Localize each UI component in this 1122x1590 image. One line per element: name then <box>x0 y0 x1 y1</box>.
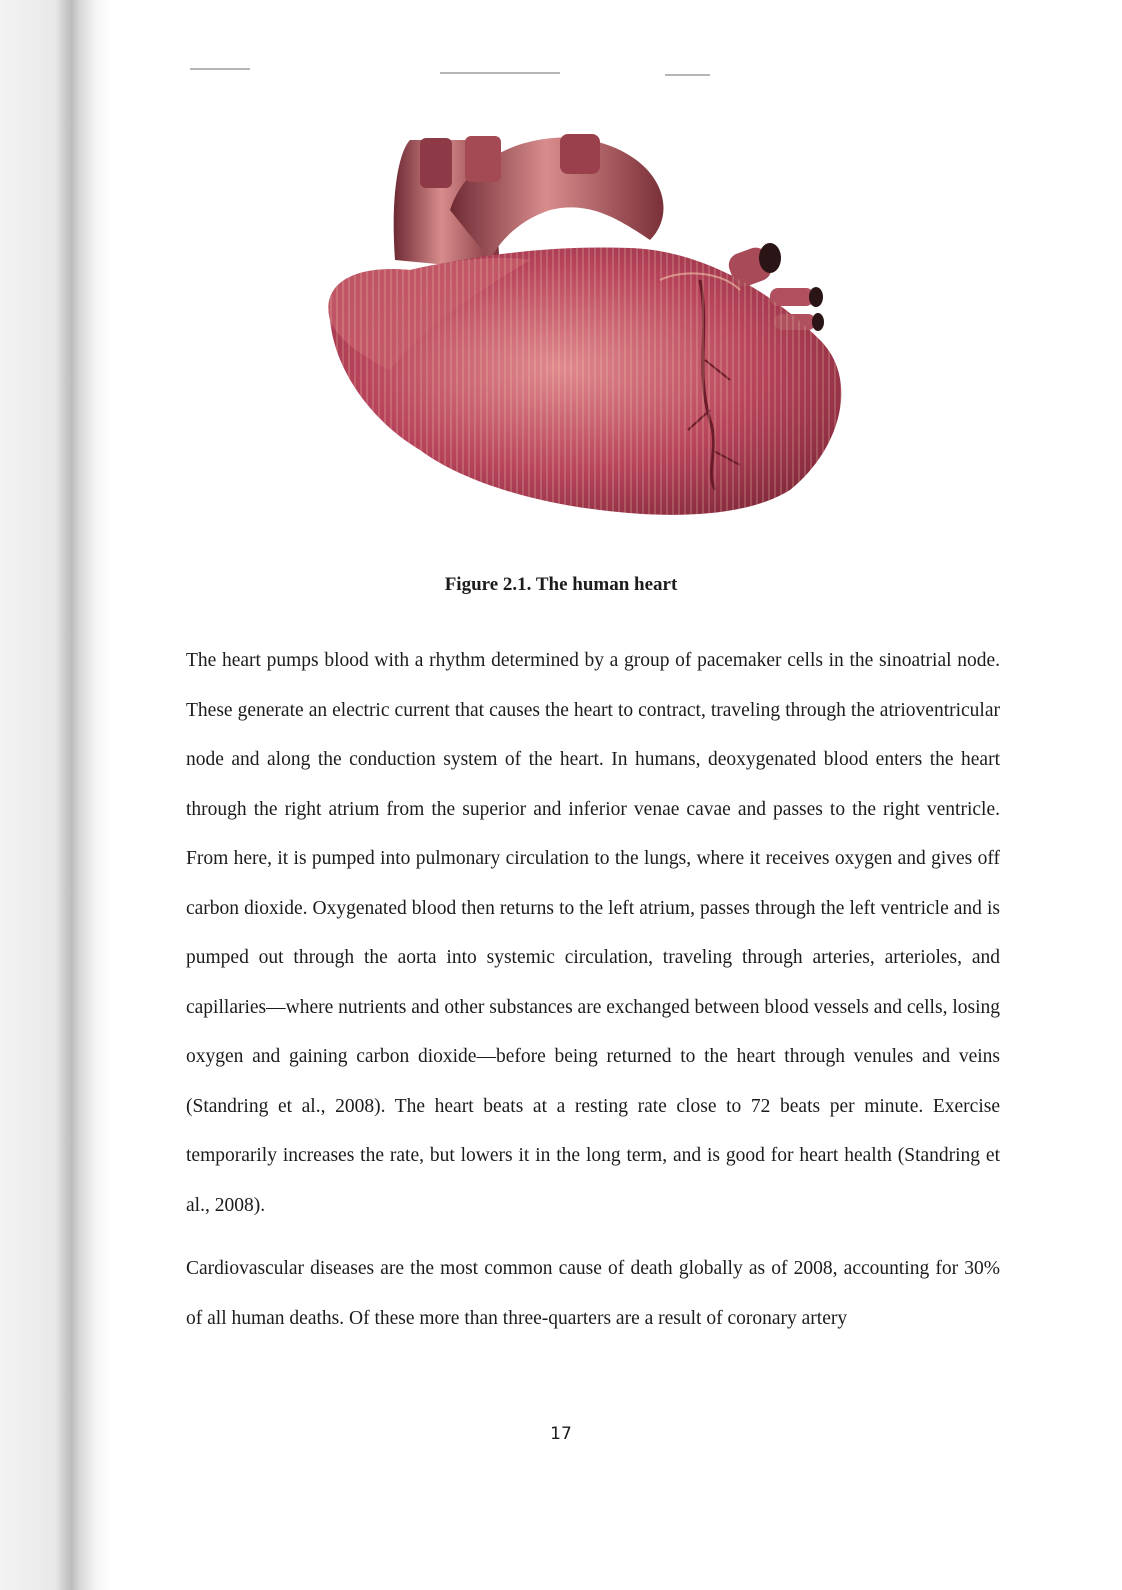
heart-figure <box>300 130 860 530</box>
scan-mark <box>665 74 710 76</box>
page-number: 17 <box>550 1424 572 1444</box>
vessel-branch <box>560 134 600 174</box>
scan-mark <box>190 68 250 70</box>
vessel-branch <box>420 138 452 188</box>
paragraph: The heart pumps blood with a rhythm determined by a group of pacemaker cells in the sinoatrial node. These generate an electric current that causes the heart to contract, traveling through the atrioventricular node and along the conduction system of the heart. In humans, deoxygenated blood enters the heart through the right atrium from the superior and inferior venae cavae and passes to the right ventricle. From here, it is pumped into pulmonary circulation to the lungs, where it receives oxygen and gives off carbon dioxide. Oxygenated blood then returns to the left atrium, passes through the left ventricle and is pumped out through the aorta into systemic circulation, traveling through arteries, arterioles, and capillaries—where nutrients and other substances are exchanged between blood vessels and cells, losing oxygen and gaining carbon dioxide—before being returned to the heart through venules and veins (Standring et al., 2008). The heart beats at a resting rate close to 72 beats per minute. Exercise temporarily increases the rate, but lowers it in the long term, and is good for heart health (Standring et al., 2008). <box>186 650 1000 1216</box>
scan-mark <box>440 72 560 74</box>
vessel-branch <box>465 136 501 182</box>
figure-caption: Figure 2.1. The human heart <box>444 574 678 595</box>
paragraph: Cardiovascular diseases are the most common cause of death globally as of 2008, accounting for 30% of all human deaths. Of these more than three-quarters are a result of coronary artery <box>186 1258 1000 1329</box>
scan-binding-shadow <box>0 0 110 1590</box>
body-text <box>186 636 1000 1357</box>
heart-illustration <box>300 130 860 530</box>
